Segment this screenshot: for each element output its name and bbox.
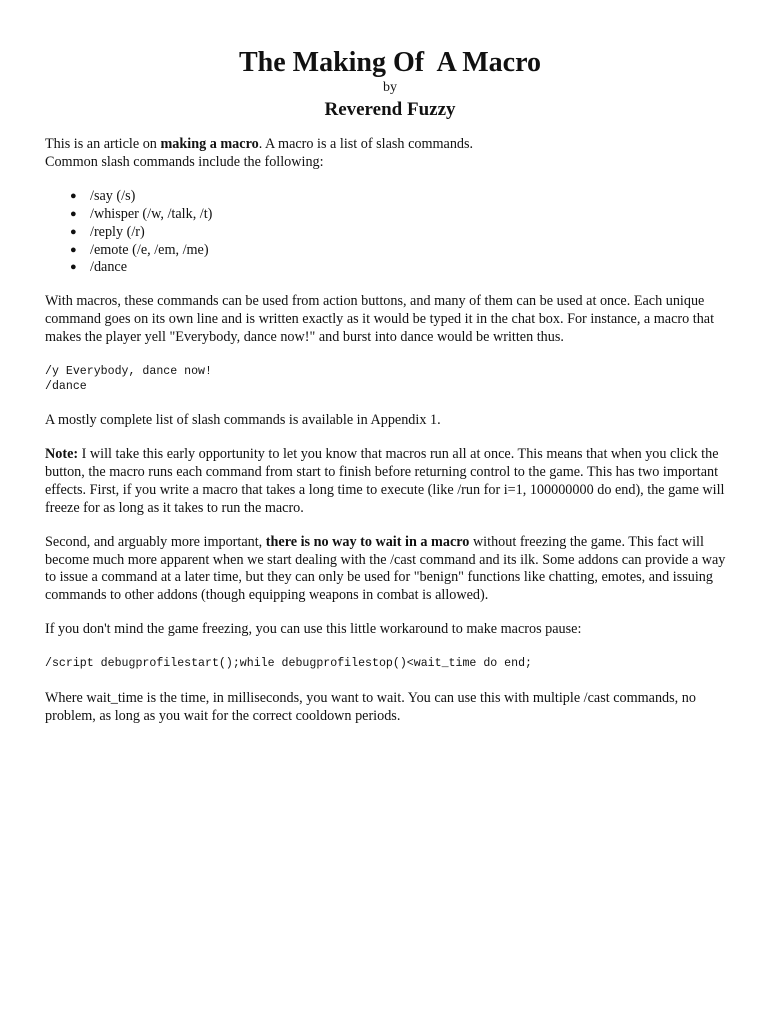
page-title: The Making Of A Macro: [238, 47, 542, 78]
bullet-icon: ●: [70, 243, 77, 256]
second-text-pre: Second, and arguably more important,: [45, 533, 266, 550]
command-label: /dance: [90, 259, 128, 276]
appendix-paragraph: A mostly complete list of slash commands is available in Appendix 1.: [45, 412, 441, 429]
intro-bold: making a macro: [160, 136, 259, 152]
macros-usage-paragraph: With macros, these commands can be used from action buttons, and many of them can be used at once. Each unique command goes on its own line and is written exactly as it would be typed it in the chat box. For instance, a macro that makes the player yell "Everybody, dance now!" and burst into dance would be written thus.: [45, 293, 715, 346]
author-name: Reverend Fuzzy: [324, 99, 456, 120]
dance-code-example: /y Everybody, dance now! /dance: [45, 365, 212, 393]
wait-script-code: /script debugprofilestart();while debugprofilestop()<wait_time do end;: [45, 657, 533, 671]
second-effect-paragraph: [45, 534, 735, 606]
list-item: [70, 205, 735, 224]
note-label: Note:: [45, 445, 79, 462]
byline-by: by: [383, 80, 397, 95]
note-paragraph: [45, 446, 735, 518]
command-label: /say (/s): [90, 187, 136, 204]
bullet-icon: ●: [70, 261, 77, 274]
list-item: [70, 223, 735, 242]
command-list: [45, 188, 735, 278]
intro-text-post: . A macro is a list of slash commands.: [258, 136, 474, 152]
bullet-icon: ●: [70, 207, 77, 220]
list-item: [70, 187, 735, 206]
bullet-icon: ●: [70, 225, 77, 238]
intro-line-2: Common slash commands include the following:: [45, 153, 324, 170]
article: [45, 46, 735, 725]
wait-time-paragraph: Where wait_time is the time, in milliseconds, you want to wait. You can use this with multiple /cast commands, no problem, as long as you wait for the correct cooldown periods.: [45, 689, 696, 724]
list-item: [70, 241, 735, 260]
workaround-paragraph: If you don't mind the game freezing, you can use this little workaround to make macros pause:: [45, 621, 582, 638]
command-label: /reply (/r): [90, 223, 145, 240]
command-label: /emote (/e, /em, /me): [90, 241, 209, 258]
bullet-icon: ●: [70, 189, 77, 202]
intro-paragraph: [45, 136, 735, 172]
intro-text-pre: This is an article on: [45, 136, 161, 152]
second-text-post: without freezing the game. This fact will become much more apparent when we start dealing with the /cast command and its ilk. Some addons can provide a way to issue a command at a later time, but they can only be used for "benign" functions like chatting, emotes, and issuing commands to other addons (though equipping weapons in combat is allowed).: [45, 533, 726, 604]
command-label: /whisper (/w, /talk, /t): [90, 205, 213, 222]
note-text: I will take this early opportunity to let you know that macros run all at once. This means that when you click the button, the macro runs each command from start to finish before returning control to the game. This has two important effects. First, if you write a macro that takes a long time to execute (like /run for i=1, 100000000 do end), the game will freeze for as long as it takes to run the macro.: [45, 445, 725, 516]
second-bold: there is no way to wait in a macro: [265, 533, 470, 550]
list-item: [70, 259, 735, 277]
